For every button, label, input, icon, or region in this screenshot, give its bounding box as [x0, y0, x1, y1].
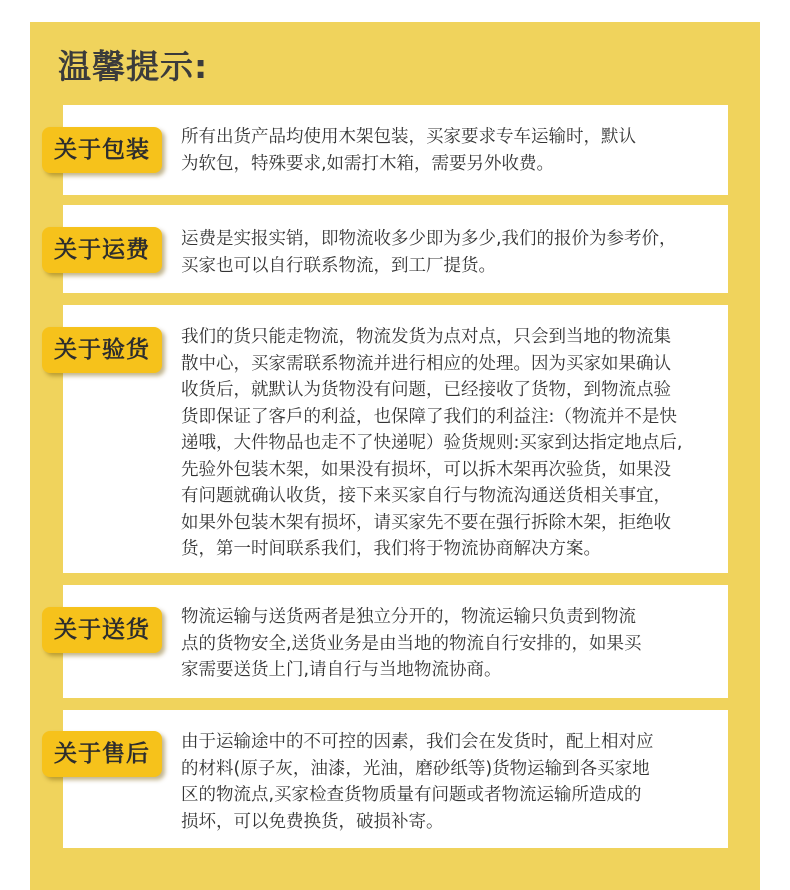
- tag-inspection: 关于验货: [42, 327, 162, 373]
- tag-after-sales: 关于售后: [42, 731, 162, 777]
- text-inspection: 我们的货只能走物流，物流发货为点对点，只会到当地的物流集 散中心，买家需联系物流并进行相应的处理。因为买家如果确认 收货后，就默认为货物没有问题，已经接收了货物，到物流点验 货即保证了客戶的利益，也保障了我们的利益注:（物流并不是快 递哦，大件物品也走不了快递呢）验货规则:买家到达指定地点后, 先验外包装木架，如果没有损坏，可以拆木架再次验货，如果没 有问题就确认收货，接下来买家自行与物流沟通送货相关事宜， 如果外包装木架有损坏，请买家先不要在强行拆除木架，拒绝收 货，第一时间联系我们，我们将于物流协商解决方案。: [181, 327, 683, 559]
- tag-packaging: 关于包装: [42, 127, 162, 173]
- text-packaging: 所有出货产品均使用木架包装，买家要求专车运输时，默认 为软包，特殊要求,如需打木箱，需要另外收费。: [181, 127, 636, 174]
- text-delivery: 物流运输与送货两者是独立分开的，物流运输只负责到物流 点的货物安全,送货业务是由当地的物流自行安排的，如果买 家需要送货上门,请自行与当地物流协商。: [181, 607, 642, 680]
- text-shipping-fee: 运费是实报实销，即物流收多少即为多少,我们的报价为参考价， 买家也可以自行联系物流，到工厂提货。: [181, 229, 677, 276]
- page-title: 温馨提示:: [58, 47, 209, 86]
- tag-delivery: 关于送货: [42, 607, 162, 653]
- text-after-sales: 由于运输途中的不可控的因素，我们会在发货时，配上相对应 的材料(原子灰，油漆，光油，磨砂纸等)货物运输到各买家地 区的物流点,买家检查货物质量有问题或者物流运输所造成的 损坏，可以免费换货，破损补寄。: [181, 732, 654, 832]
- tag-shipping-fee: 关于运费: [42, 227, 162, 273]
